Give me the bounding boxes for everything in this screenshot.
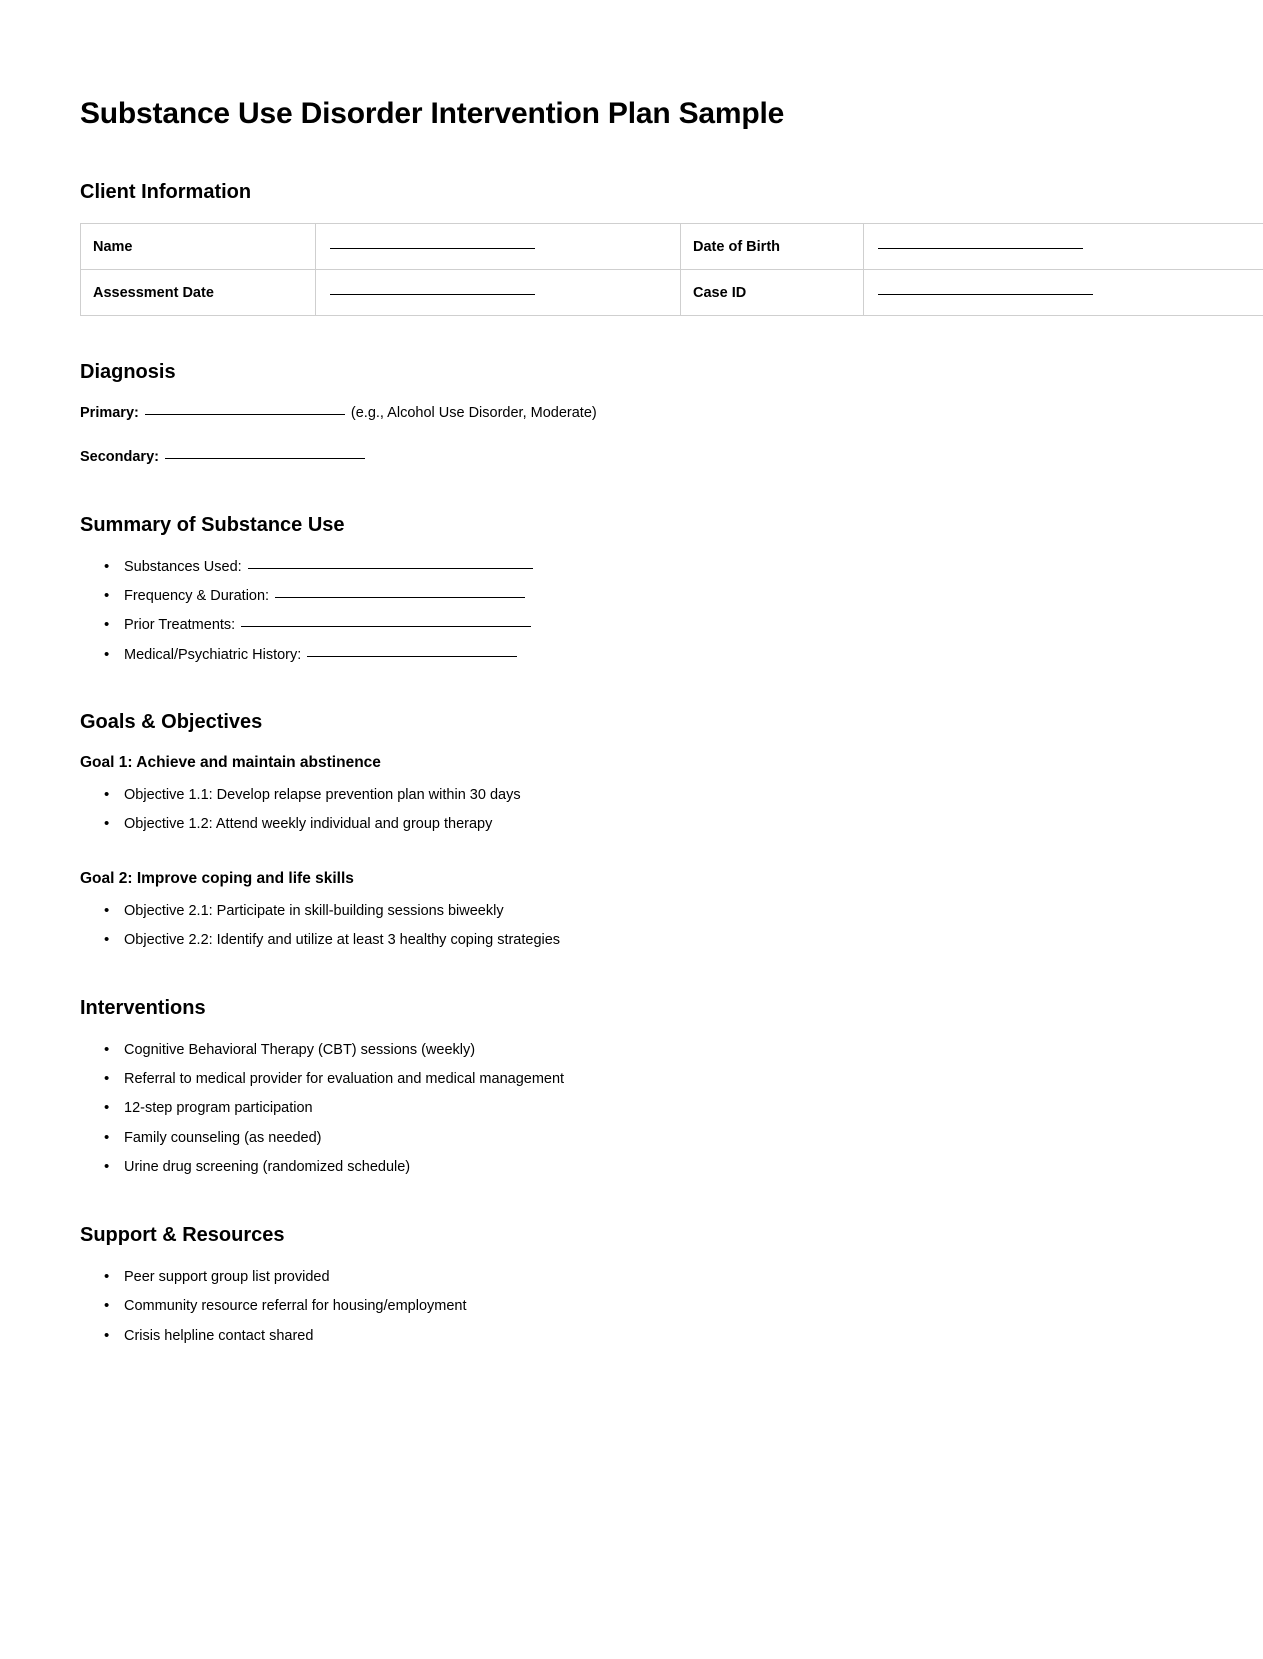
field-label-assessment-date: Assessment Date [81,270,316,316]
blank-line-diagnosis-primary[interactable] [145,414,345,415]
section-heading-diagnosis: Diagnosis [80,361,176,383]
list-item: • Urine drug screening (randomized schedule) [104,1156,1179,1178]
goal-title-2: Goal 2: Improve coping and life skills [80,870,354,888]
list-item: • Referral to medical provider for evaluation and medical management [104,1068,1179,1090]
blank-line-case-id[interactable] [878,294,1093,295]
section-heading-support-resources: Support & Resources [80,1223,285,1246]
list-item [104,644,1179,666]
diagnosis-secondary-label: Secondary: [80,448,159,465]
list-item: • Crisis helpline contact shared [104,1325,1179,1347]
list-item: • Objective 2.1: Participate in skill-building sessions biweekly [104,900,1179,922]
blank-line-prior-treatments[interactable] [241,626,531,627]
list-item-label: Prior Treatments: [124,617,236,634]
goal-1-objectives-list [80,784,1179,836]
blank-line-medical-psychiatric-history[interactable] [307,656,517,657]
blank-line-name[interactable] [330,248,535,249]
field-value-name[interactable] [316,224,681,270]
field-label-name: Name [81,224,316,270]
field-value-date-of-birth[interactable] [864,224,1263,270]
diagnosis-primary-row [80,403,1179,425]
table-row [81,270,1263,316]
diagnosis-primary-hint: (e.g., Alcohol Use Disorder, Moderate) [350,405,597,421]
section-heading-goals-objectives: Goals & Objectives [80,711,263,734]
list-item: • Peer support group list provided [104,1266,1179,1288]
list-item [104,585,1179,607]
list-item: • 12-step program participation [104,1097,1179,1119]
field-label-date-of-birth: Date of Birth [681,224,864,270]
list-item-label: Substances Used: [124,558,242,575]
page-title: Substance Use Disorder Intervention Plan Sample [80,97,785,130]
blank-line-substances-used[interactable] [248,568,533,569]
interventions-list [80,1039,1179,1179]
blank-line-assessment-date[interactable] [330,294,535,295]
list-item: • Objective 2.2: Identify and utilize at least 3 healthy coping strategies [104,929,1179,951]
section-heading-client-information: Client Information [80,181,252,203]
field-value-assessment-date[interactable] [316,270,681,316]
blank-line-date-of-birth[interactable] [878,248,1083,249]
list-item: • Objective 1.1: Develop relapse prevention plan within 30 days [104,784,1179,806]
client-information-table [80,223,1263,316]
list-item: • Community resource referral for housing/employment [104,1295,1179,1317]
summary-of-substance-use-list [80,556,1179,667]
list-item-label: Frequency & Duration: [124,587,270,604]
blank-line-frequency-duration[interactable] [275,597,525,598]
diagnosis-secondary-row [80,447,1179,469]
list-item: • Family counseling (as needed) [104,1127,1179,1149]
blank-line-diagnosis-secondary[interactable] [165,458,365,459]
goal-title-1: Goal 1: Achieve and maintain abstinence [80,754,381,772]
table-row [81,224,1263,270]
list-item [104,556,1179,578]
section-heading-interventions: Interventions [80,996,206,1019]
field-value-case-id[interactable] [864,270,1263,316]
list-item: • Cognitive Behavioral Therapy (CBT) sessions (weekly) [104,1039,1179,1061]
list-item: • Objective 1.2: Attend weekly individual and group therapy [104,813,1179,835]
section-heading-summary-of-substance-use: Summary of Substance Use [80,513,345,536]
diagnosis-primary-label: Primary: [80,405,139,421]
goal-2-objectives-list [80,900,1179,952]
support-resources-list [80,1266,1179,1347]
field-label-case-id: Case ID [681,270,864,316]
list-item [104,614,1179,636]
list-item-label: Medical/Psychiatric History: [124,646,302,663]
